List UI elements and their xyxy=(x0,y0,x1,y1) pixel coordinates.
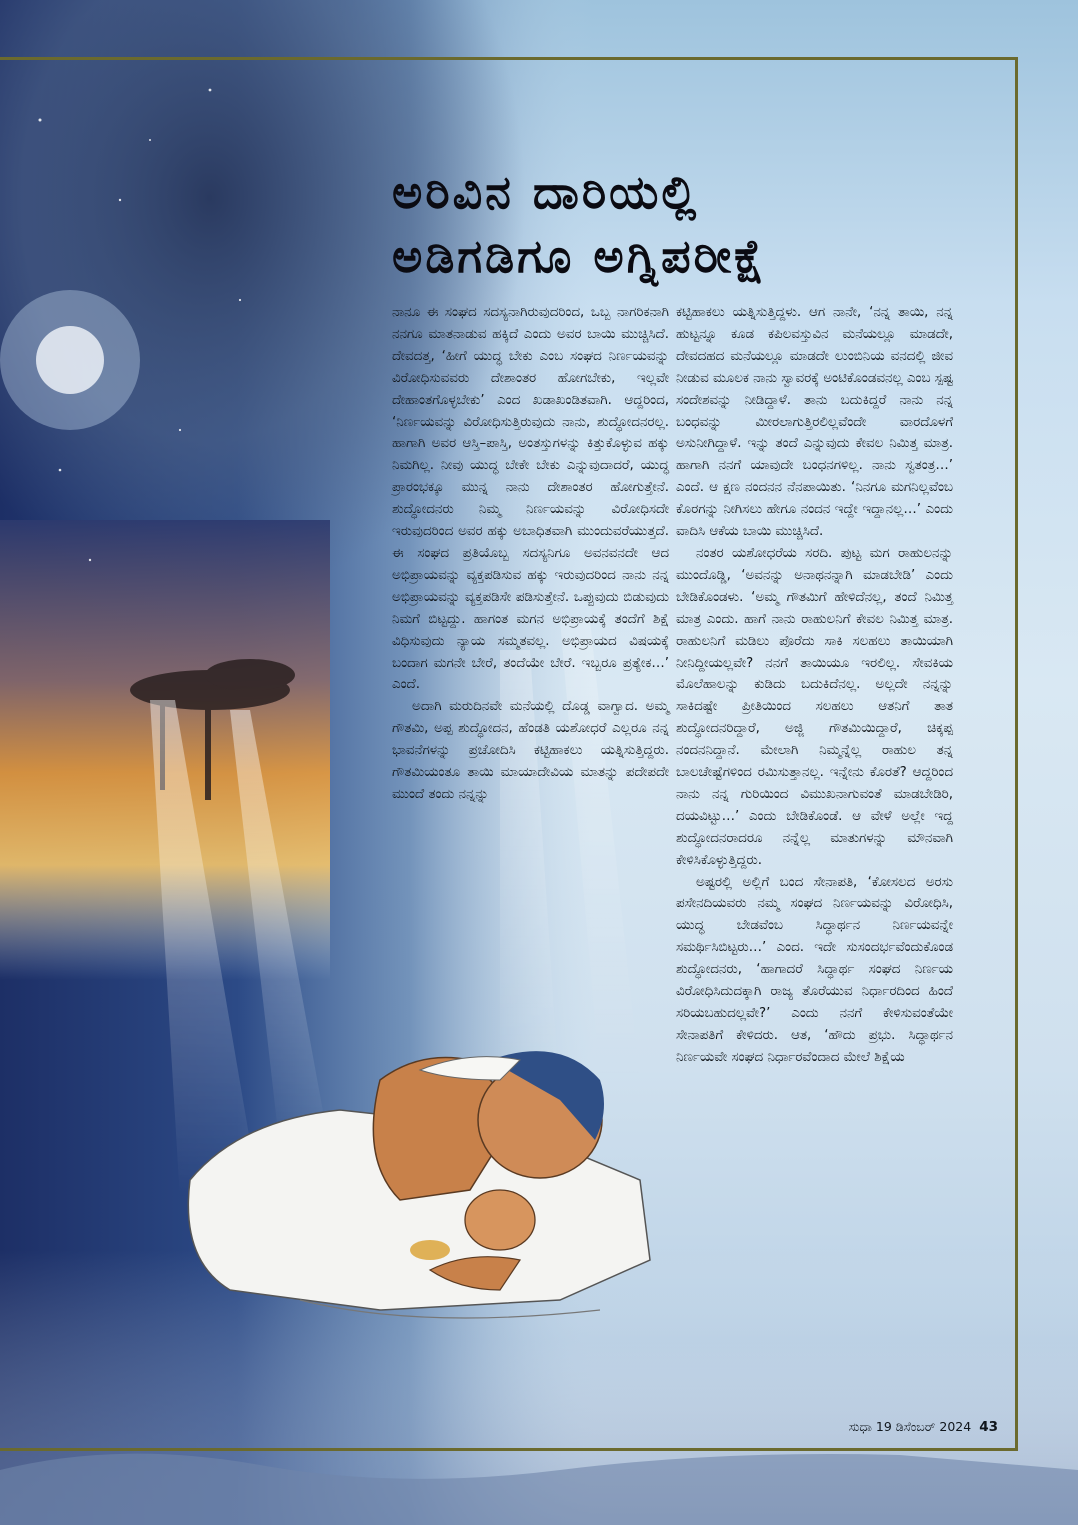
magazine-issue-label: ಸುಧಾ 19 ಡಿಸೆಂಬರ್ 2024 xyxy=(848,1419,972,1434)
paragraph: ಅಷ್ಟರಲ್ಲಿ ಅಲ್ಲಿಗೆ ಬಂದ ಸೇನಾಪತಿ, ‘ಕೋಸಲದ ಅರಸು ಪಸೇನದಿಯವರು ನಮ್ಮ ಸಂಘದ ನಿರ್ಣಯವನ್ನು ವಿರೋಧಿಸಿ, ಯುದ್ಧ ಬೇಡವೆಂಬ ಸಿದ್ಧಾರ್ಥನ ನಿರ್ಣಯವನ್ನೇ ಸಮರ್ಥಿಸಿಬಿಟ್ಟರು…’ ಎಂದ. ಇದೇ ಸುಸಂದರ್ಭವೆಂದುಕೊಂಡ ಶುದ್ಧೋದನರು, ‘ಹಾಗಾದರೆ ಸಿದ್ಧಾರ್ಥ ಸಂಘದ ನಿರ್ಣಯ ವಿರೋಧಿಸಿದುದಕ್ಕಾಗಿ ರಾಜ್ಯ ತೊರೆಯುವ ನಿರ್ಧಾರದಿಂದ ಹಿಂದೆ ಸರಿಯಬಹುದಲ್ಲವೇ?’ ಎಂದು ನನಗೆ ಕೇಳಿಸುವಂತೆಯೇ ಸೇನಾಪತಿಗೆ ಕೇಳಿದರು. ಆತ, ‘ಹೌದು ಪ್ರಭು. ಸಿದ್ಧಾರ್ಥನ ನಿರ್ಣಯವೇ ಸಂಘದ ನಿರ್ಧಾರವೆಂದಾದ ಮೇಲೆ ಶಿಕ್ಷೆಯ xyxy=(676,874,953,1065)
paragraph: ನಂತರ ಯಶೋಧರೆಯ ಸರದಿ. ಪುಟ್ಟ ಮಗ ರಾಹುಲನನ್ನು ಮುಂದೊಡ್ಡಿ, ‘ಅವನನ್ನು ಅನಾಥನನ್ನಾಗಿ ಮಾಡಬೇಡಿ’ ಎಂದು ಬೇಡಿಕೊಂಡಳು. ‘ಅಮ್ಮ ಗೌತಮಿಗೆ ಹೇಳಿದೆನಲ್ಲ, ತಂದೆ ನಿಮಿತ್ತ ಮಾತ್ರ ಎಂದು. ಹಾಗೆ ನಾನು ರಾಹುಲನಿಗೆ ಕೇವಲ ನಿಮಿತ್ತ ಮಾತ್ರ. ರಾಹುಲನಿಗೆ ಮಡಿಲು ಪೊರೆದು ಸಾಕಿ ಸಲಹಲು ತಾಯಿಯಾಗಿ ನೀನಿದ್ದೀಯಲ್ಲವೇ? ನನಗೆ ತಾಯಿಯೂ ಇರಲಿಲ್ಲ. ಸೇವಕಿಯ ಮೊಲೆಹಾಲನ್ನು ಕುಡಿದು ಬದುಕಿದೆನಲ್ಲ. ಅಲ್ಲದೇ ನನ್ನನ್ನು ಸಾಕಿದಷ್ಟೇ ಪ್ರೀತಿಯಿಂದ ಸಲಹಲು ಆತನಿಗೆ ತಾತ ಶುದ್ಧೋದನರಿದ್ದಾರೆ, ಅಜ್ಜಿ ಗೌತಮಿಯಿದ್ದಾರೆ, ಚಿಕ್ಕಪ್ಪ ನಂದನನಿದ್ದಾನೆ. ಮೇಲಾಗಿ ನಿಮ್ಮನ್ನೆಲ್ಲ ರಾಹುಲ ತನ್ನ ಬಾಲಚೇಷ್ಟೆಗಳಿಂದ ರಮಿಸುತ್ತಾನಲ್ಲ. ಇನ್ನೇನು ಕೊರತೆ? ಆದ್ದರಿಂದ ನಾನು ನನ್ನ ಗುರಿಯಿಂದ ವಿಮುಖನಾಗುವಂತೆ ಮಾಡಬೇಡಿರಿ, ದಯವಿಟ್ಟು…’ ಎಂದು ಬೇಡಿಕೊಂಡೆ. ಆ ವೇಳೆ ಅಲ್ಲೇ ಇದ್ದ ಶುದ್ಧೋದನರಾದರೂ ನನ್ನೆಲ್ಲ ಮಾತುಗಳನ್ನು ಮೌನವಾಗಿ ಕೇಳಿಸಿಕೊಳ್ಳುತ್ತಿದ್ದರು. xyxy=(676,545,953,868)
article-title xyxy=(392,160,767,288)
paragraph: ಅದಾಗಿ ಮರುದಿನವೇ ಮನೆಯಲ್ಲಿ ದೊಡ್ಡ ವಾಗ್ವಾದ. ಅಮ್ಮ ಗೌತಮಿ, ಅಪ್ಪ ಶುದ್ಧೋದನ, ಹೆಂಡತಿ ಯಶೋಧರೆ ಎಲ್ಲರೂ ನನ್ನ ಭಾವನೆಗಳನ್ನು ಪ್ರಚೋದಿಸಿ ಕಟ್ಟಿಹಾಕಲು ಯತ್ನಿಸುತ್ತಿದ್ದರು. ಗೌತಮಿಯಂತೂ ತಾಯಿ ಮಾಯಾದೇವಿಯ ಮಾತನ್ನು ಪದೇಪದೇ ಮುಂದೆ ತಂದು ನನ್ನನ್ನು xyxy=(392,699,669,802)
page-number: 43 xyxy=(979,1419,998,1435)
article-title-line-2: ಅಡಿಗಡಿಗೂ ಅಗ್ನಿಪರೀಕ್ಷೆ xyxy=(392,229,767,283)
article-title-line-1: ಅರಿವಿನ ದಾರಿಯಲ್ಲಿ xyxy=(392,165,700,219)
body-column-left xyxy=(392,302,669,806)
paragraph: ಕಟ್ಟಿಹಾಕಲು ಯತ್ನಿಸುತ್ತಿದ್ದಳು. ಆಗ ನಾನೇ, ‘ನನ್ನ ತಾಯಿ, ನನ್ನ ಹುಟ್ಟನ್ನೂ ಕೂಡ ಕಪಿಲವಸ್ತುವಿನ ಮನೆಯಲ್ಲೂ ಮಾಡದೇ, ದೇವದಹದ ಮನೆಯಲ್ಲೂ ಮಾಡದೇ ಲುಂಬಿನಿಯ ವನದಲ್ಲಿ ಜೀವ ನೀಡುವ ಮೂಲಕ ನಾನು ಸ್ವಾವರಕ್ಕೆ ಅಂಟಿಕೊಂಡವನಲ್ಲ ಎಂಬ ಸ್ಪಷ್ಟ ಸಂದೇಶವನ್ನು ನೀಡಿದ್ದಾಳೆ. ತಾನು ಬದುಕಿದ್ದರೆ ನಾನು ನನ್ನ ಬಂಧವನ್ನು ಮೀರಲಾಗುತ್ತಿರಲಿಲ್ಲವೆಂದೇ ವಾರದೊಳಗೆ ಅಸುನೀಗಿದ್ದಾಳೆ. ಇನ್ನು ತಂದೆ ಎನ್ನುವುದು ಕೇವಲ ನಿಮಿತ್ತ ಮಾತ್ರ. ಹಾಗಾಗಿ ನನಗೆ ಯಾವುದೇ ಬಂಧನಗಳಿಲ್ಲ. ನಾನು ಸ್ವತಂತ್ರ…’ ಎಂದೆ. ಆ ಕ್ಷಣ ನಂದನನ ನೆನಪಾಯಿತು. ‘ನಿನಗೂ ಮಗನಿಲ್ಲವೆಂಬ ಕೊರಗನ್ನು ನೀಗಿಸಲು ಹೇಗೂ ನಂದನ ಇದ್ದೇ ಇದ್ದಾನಲ್ಲ…’ ಎಂದು ವಾದಿಸಿ ಆಕೆಯ ಬಾಯಿ ಮುಚ್ಚಿಸಿದೆ. xyxy=(676,305,954,540)
paragraph: ನಾನೂ ಈ ಸಂಘದ ಸದಸ್ಯನಾಗಿರುವುದರಿಂದ, ಒಬ್ಬ ನಾಗರಿಕನಾಗಿ ನನಗೂ ಮಾತನಾಡುವ ಹಕ್ಕಿದೆ ಎಂದು ಅವರ ಬಾಯಿ ಮುಚ್ಚಿಸಿದೆ. ದೇವದತ್ತ, ‘ಹೀಗೆ ಯುದ್ಧ ಬೇಕು ಎಂಬ ಸಂಘದ ನಿರ್ಣಯವನ್ನು ವಿರೋಧಿಸುವವರು ದೇಶಾಂತರ ಹೋಗಬೇಕು, ಇಲ್ಲವೇ ದೇಹಾಂತಗೊಳ್ಳಬೇಕು’ ಎಂದ ಖಡಾಖಂಡಿತವಾಗಿ. ಆದ್ದರಿಂದ, ‘ನಿರ್ಣಯವನ್ನು ವಿರೋಧಿಸುತ್ತಿರುವುದು ನಾನು, ಶುದ್ಧೋದನರಲ್ಲ. ಹಾಗಾಗಿ ಅವರ ಆಸ್ತಿ–ಪಾಸ್ತಿ, ಅಂತಸ್ತುಗಳನ್ನು ಕಿತ್ತುಕೊಳ್ಳುವ ಹಕ್ಕು ನಿಮಗಿಲ್ಲ. ನೀವು ಯುದ್ಧ ಬೇಕೇ ಬೇಕು ಎನ್ನುವುದಾದರೆ, ಯುದ್ಧ ಪ್ರಾರಂಭಕ್ಕೂ ಮುನ್ನ ನಾನು ದೇಶಾಂತರ ಹೋಗುತ್ತೇನೆ. ಶುದ್ಧೋದನರು ನಿಮ್ಮ ನಿರ್ಣಯವನ್ನು ವಿರೋಧಿಸದೇ ಇರುವುದರಿಂದ ಅವರ ಹಕ್ಕು ಅಬಾಧಿತವಾಗಿ ಮುಂದುವರೆಯುತ್ತದೆ. ಈ ಸಂಘದ ಪ್ರತಿಯೊಬ್ಬ ಸದಸ್ಯನಿಗೂ ಅವನವನದೇ ಆದ ಅಭಿಪ್ರಾಯವನ್ನು ವ್ಯಕ್ತಪಡಿಸುವ ಹಕ್ಕು ಇರುವುದರಿಂದ ನಾನು ನನ್ನ ಅಭಿಪ್ರಾಯವನ್ನು ವ್ಯಕ್ತಪಡಿಸೇ ಪಡಿಸುತ್ತೇನೆ. ಒಪ್ಪುವುದು ಬಿಡುವುದು ನಿಮಗೆ ಬಿಟ್ಟದ್ದು. ಹಾಗಂತ ಮಗನ ಅಭಿಪ್ರಾಯಕ್ಕೆ ತಂದೆಗೆ ಶಿಕ್ಷೆ ವಿಧಿಸುವುದು ನ್ಯಾಯ ಸಮ್ಮತವಲ್ಲ. ಅಭಿಪ್ರಾಯದ ವಿಷಯಕ್ಕೆ ಬಂದಾಗ ಮಗನೇ ಬೇರೆ, ತಂದೆಯೇ ಬೇರೆ. ಇಬ್ಬರೂ ಪ್ರತ್ಯೇಕ…’ ಎಂದೆ. xyxy=(392,305,669,693)
page-footer xyxy=(849,1419,998,1435)
body-column-right xyxy=(676,302,953,1069)
